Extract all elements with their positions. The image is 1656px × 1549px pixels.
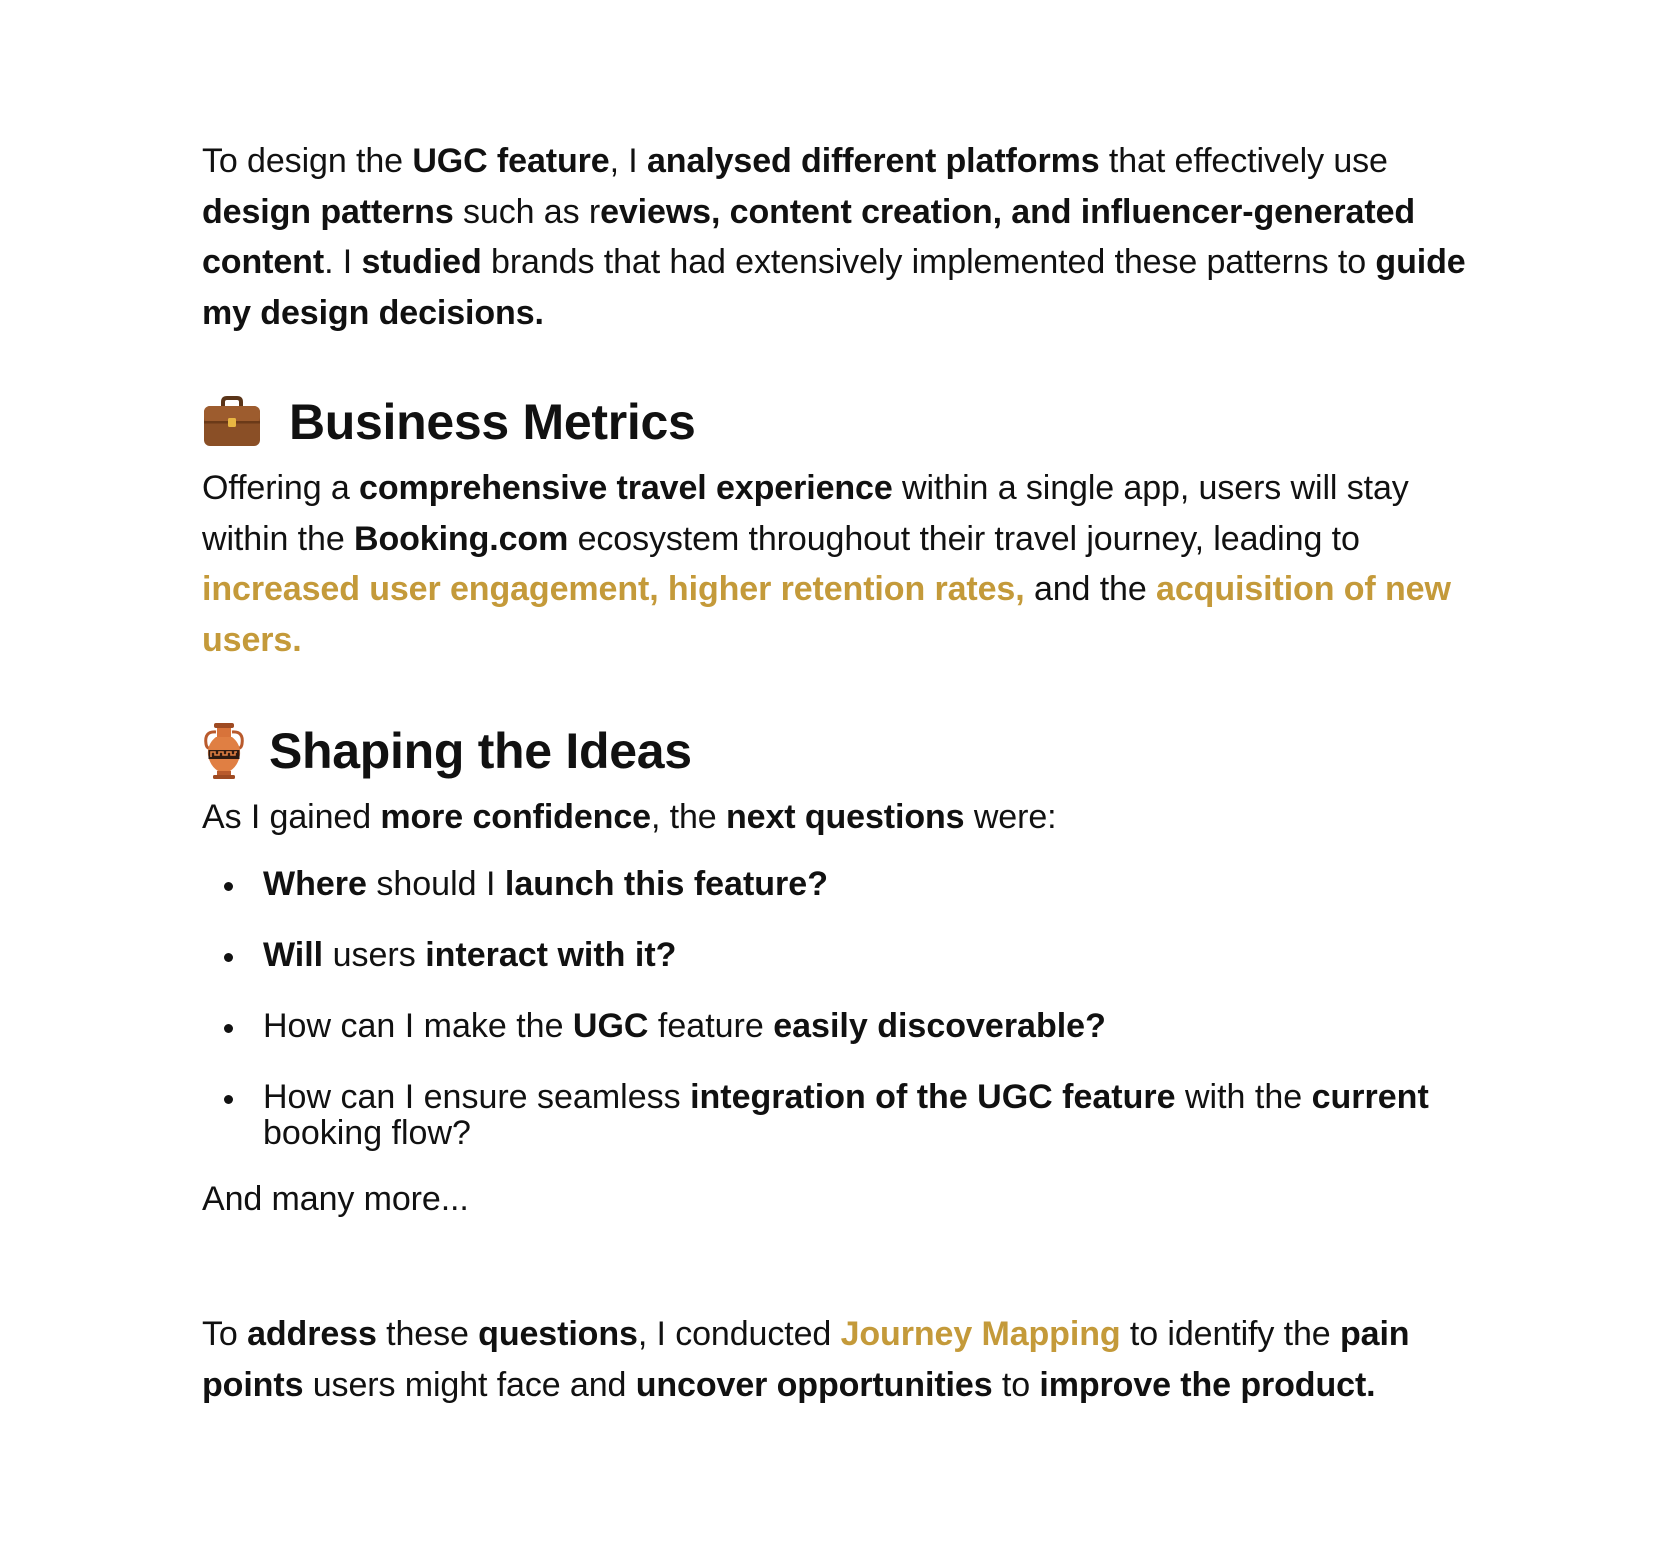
journey-mapping-highlight: Journey Mapping bbox=[840, 1315, 1121, 1353]
business-metrics-heading: Business Metrics bbox=[202, 392, 1492, 452]
list-item: How can I ensure seamless integration of the UGC feature with the current booking flow? bbox=[202, 1079, 1492, 1151]
intro-paragraph: To design the UGC feature, I analysed different platforms that effectively use design patterns such as reviews, content creation, and influencer-generated content. I studied brands that had extensively implemented these patterns to guide my design decisions. bbox=[202, 142, 1466, 332]
article-content bbox=[202, 136, 1492, 1410]
amphora-icon bbox=[202, 722, 246, 780]
highlight-acquisition: acquisition of new users. bbox=[202, 570, 1451, 659]
list-item: How can I make the UGC feature easily discoverable? bbox=[202, 1008, 1492, 1044]
briefcase-icon bbox=[202, 395, 262, 449]
list-item: Where should I launch this feature? bbox=[202, 866, 1492, 902]
shaping-ideas-heading: Shaping the Ideas bbox=[202, 721, 1492, 781]
shaping-ideas-lead: As I gained more confidence, the next questions were: bbox=[202, 798, 1057, 836]
closing-paragraph: To address these questions, I conducted Journey Mapping to identify the pain points users might face and uncover opportunities to improve the product. bbox=[202, 1315, 1410, 1404]
highlight-engagement: increased user engagement, higher retention rates, bbox=[202, 570, 1025, 608]
and-many-more-text: And many more... bbox=[202, 1179, 469, 1218]
questions-list bbox=[202, 866, 1492, 1151]
business-metrics-paragraph: Offering a comprehensive travel experience within a single app, users will stay within the Booking.com ecosystem throughout their travel journey, leading to increased user engagement, higher retention rates, and the acquisition of new users. bbox=[202, 469, 1451, 659]
list-item: Will users interact with it? bbox=[202, 937, 1492, 973]
